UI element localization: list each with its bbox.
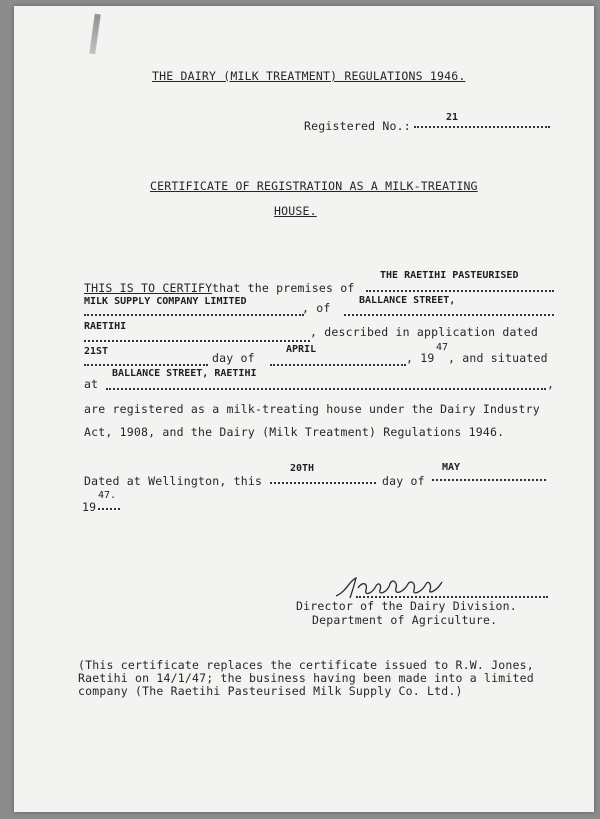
situated-address-dots: [106, 386, 546, 390]
at-text: at: [84, 377, 99, 391]
registered-line2: Act, 1908, and the Dairy (Milk Treatment) Regulations 1946.: [84, 425, 505, 439]
address-line2: RAETIHI: [84, 321, 127, 332]
dated-year: 47.: [98, 490, 117, 501]
app-day: 21ST: [84, 346, 109, 357]
dated-year-dots: [98, 506, 120, 510]
of-text: , of: [302, 301, 331, 315]
certificate-title-line2: HOUSE.: [274, 204, 317, 218]
premises-line1-dots: [366, 288, 554, 292]
day-of-text: day of: [212, 351, 255, 365]
registered-line1: are registered as a milk-treating house under the Dairy Industry: [84, 402, 540, 416]
at-comma: ,: [547, 377, 555, 391]
registered-no-line: [414, 124, 550, 128]
address-line2-dots: [84, 338, 310, 342]
certify-prefix: THIS IS TO CERTIFY: [84, 281, 213, 295]
director-title-line2: Department of Agriculture.: [312, 613, 498, 627]
note-line1: (This certificate replaces the certificate issued to R.W. Jones,: [78, 658, 534, 672]
premises-line2-dots: [84, 312, 304, 316]
premises-line1: THE RAETIHI PASTEURISED: [380, 270, 519, 281]
dated-day-dots: [270, 480, 376, 484]
app-month-dots: [270, 362, 406, 366]
director-title-line1: Director of the Dairy Division.: [296, 599, 517, 613]
app-year: 47: [436, 342, 449, 353]
certificate-page: [14, 6, 594, 812]
ink-mark: [89, 14, 101, 54]
dated-day: 20TH: [290, 463, 315, 474]
address-line1: BALLANCE STREET,: [359, 295, 456, 306]
app-month: APRIL: [286, 344, 317, 355]
situated-address: BALLANCE STREET, RAETIHI: [112, 368, 257, 379]
dated-day-of-text: day of: [382, 474, 425, 488]
address-line1-dots: [344, 312, 554, 316]
dated-prefix: Dated at Wellington, this: [84, 474, 263, 488]
app-day-dots: [84, 362, 208, 366]
premises-line2: MILK SUPPLY COMPANY LIMITED: [84, 296, 247, 307]
dated-month: MAY: [442, 462, 461, 473]
regulations-heading: THE DAIRY (MILK TREATMENT) REGULATIONS 1946.: [152, 69, 466, 83]
year-prefix: , 19: [406, 351, 435, 365]
registered-no-value: 21: [446, 112, 459, 123]
situated-text: , and situated: [448, 351, 548, 365]
registered-no-label: Registered No.:: [304, 119, 411, 133]
note-line3: company (The Raetihi Pasteurised Milk Supply Co. Ltd.): [78, 684, 463, 698]
described-text: , described in application dated: [310, 325, 538, 339]
dated-month-dots: [432, 477, 546, 481]
dated-year-prefix: 19: [82, 500, 97, 514]
certify-text: that the premises of: [212, 281, 355, 295]
certificate-title-line1: CERTIFICATE OF REGISTRATION AS A MILK-TREATING: [150, 179, 478, 193]
signature-line: [356, 594, 548, 598]
note-line2: Raetihi on 14/1/47; the business having been made into a limited: [78, 671, 534, 685]
